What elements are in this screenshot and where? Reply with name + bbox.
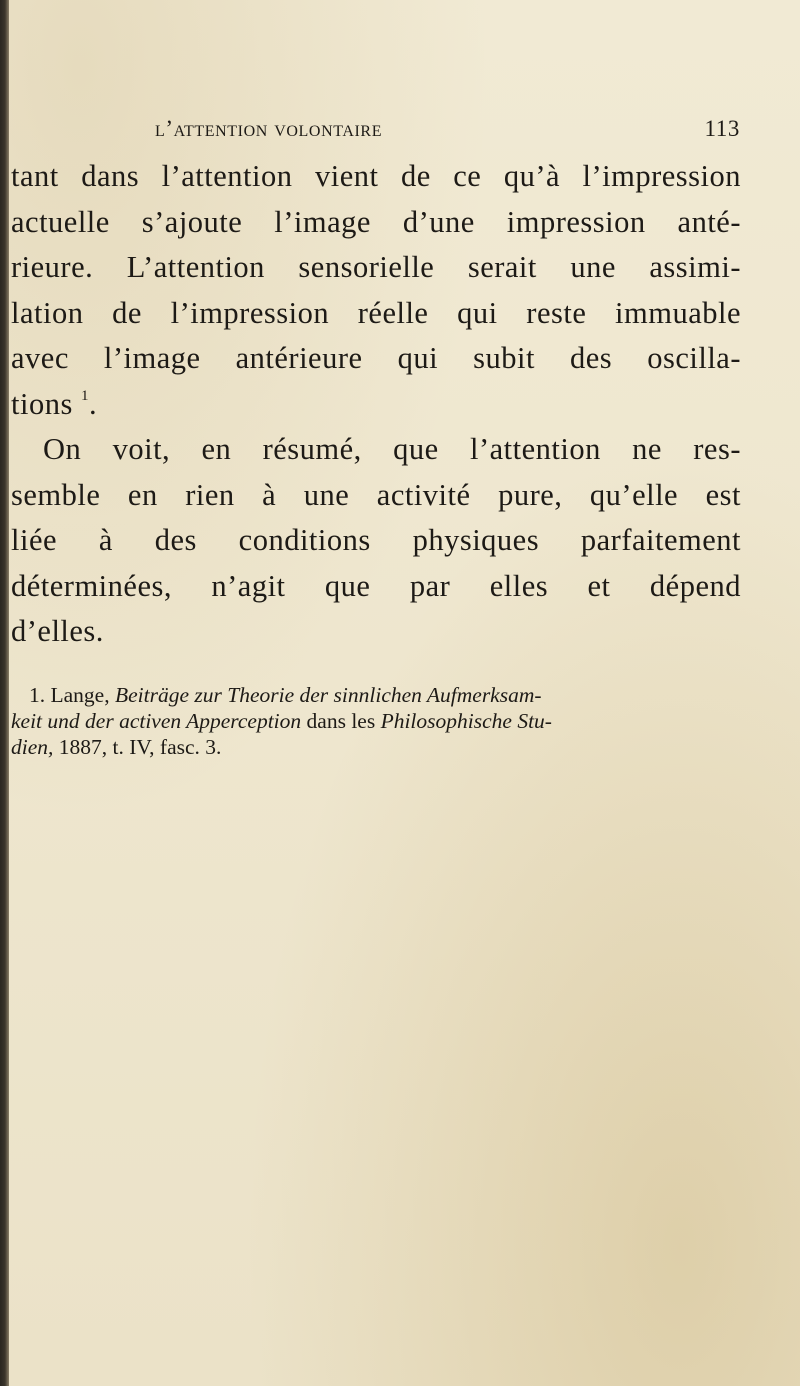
- text-line: lation de l’impression réelle qui reste immuable: [11, 295, 741, 330]
- text-line-with-note: [11, 382, 741, 428]
- footnote-number: 1.: [29, 683, 46, 707]
- text-line: On voit, en résumé, que l’attention ne res-: [43, 432, 741, 466]
- binding-shadow: [0, 0, 9, 1386]
- text-line: actuelle s’ajoute l’image d’une impression anté-: [11, 204, 741, 239]
- page-number: 113: [704, 116, 740, 141]
- footnote-work-title: Beiträge zur Theorie der sinnlichen Aufmerksam-: [114, 683, 542, 707]
- footnote-journal: dien,: [11, 735, 54, 759]
- running-title: l’attention volontaire: [155, 116, 383, 141]
- footnote-reference[interactable]: 1: [80, 387, 89, 404]
- footnote-line: [11, 734, 716, 760]
- body-text: [11, 154, 741, 655]
- footnote-work-title: keit und der activen Apperception: [11, 709, 302, 733]
- text-line: avec l’image antérieure qui subit des oscilla-: [11, 341, 741, 375]
- text-line: semble en rien à une activité pure, qu’elle est: [11, 477, 741, 512]
- text-line: liée à des conditions physiques parfaitement: [11, 523, 741, 557]
- footnote-journal: Philosophische Stu-: [380, 709, 552, 733]
- text-fragment: .: [88, 386, 98, 421]
- text-line: déterminées, n’agit que par elles et dépend: [11, 568, 741, 603]
- footnote-details: 1887, t. IV, fasc. 3.: [53, 735, 222, 759]
- footnote-author: Lange,: [50, 683, 110, 707]
- footnote-text: dans les: [301, 709, 381, 733]
- footnote: [11, 682, 716, 760]
- running-head: [155, 116, 740, 150]
- text-line: rieure. L’attention sensorielle serait une assimi-: [11, 250, 741, 284]
- footnote-line: [11, 682, 716, 708]
- footnote-line: [11, 708, 716, 734]
- text-line: d’elles.: [11, 614, 104, 648]
- text-line: tant dans l’attention vient de ce qu’à l’impression: [11, 159, 741, 193]
- text-fragment: tions: [11, 386, 73, 421]
